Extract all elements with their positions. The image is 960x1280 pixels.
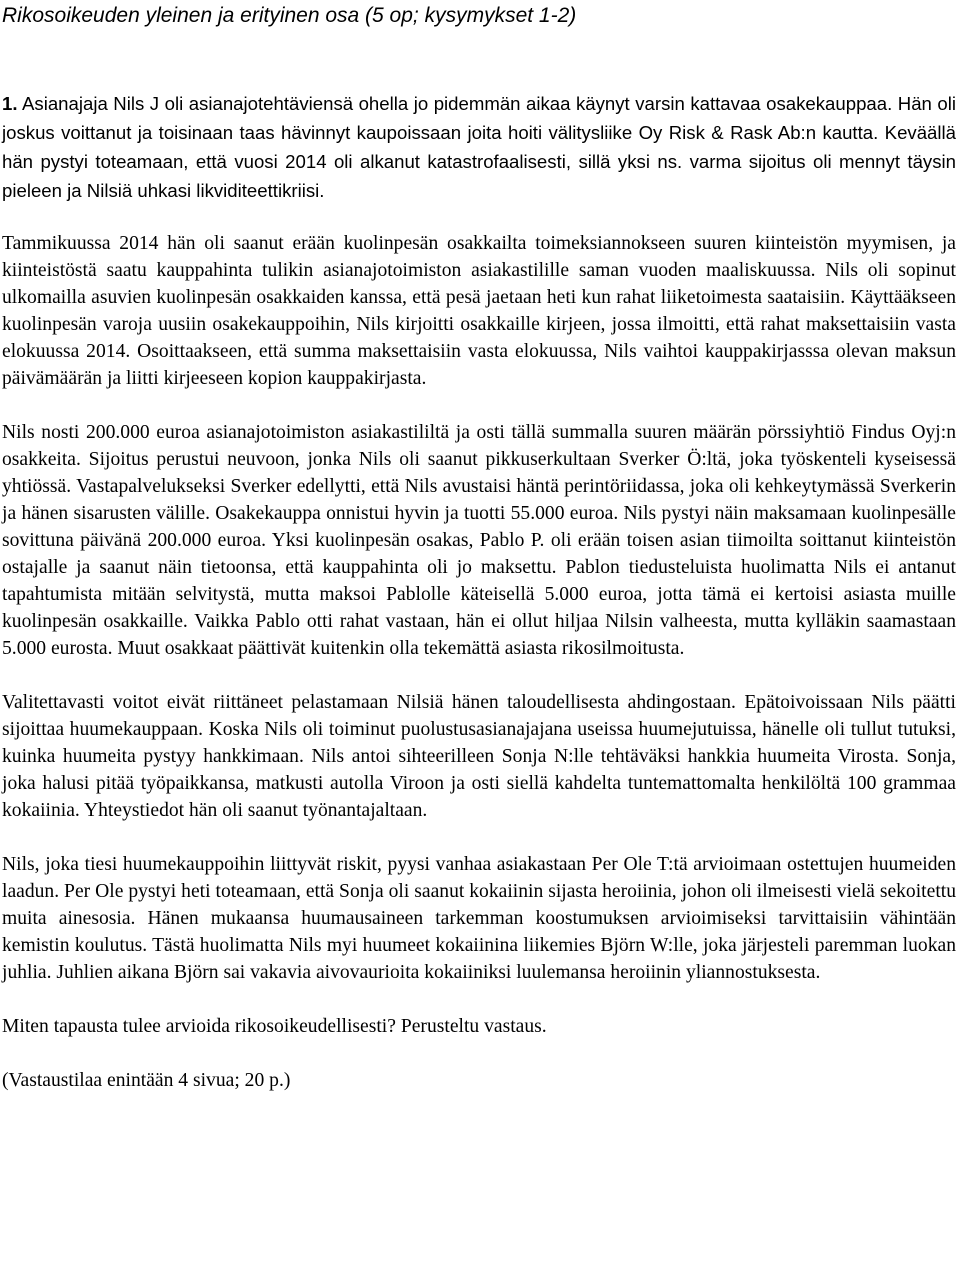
paragraph-drug-trade: Valitettavasti voitot eivät riittäneet pelastamaan Nilsiä hänen taloudellisesta ahdingostaan. Epätoivoissaan Nils päätti sijoittaa huumekauppaan. Koska Nils oli toiminut puolustusasianajajana useissa huumejutuissa, hänelle oli tullut tutuksi, kuinka huumeita pystyy hankkimaan. Nils antoi sihteerilleen Sonja N:lle tehtäväksi hankkia huumeita Virosta. Sonja, joka halusi pitää työpaikkansa, matkusti autolla Viroon ja osti siellä kahdelta tuntemattomalta henkilöltä 100 grammaa kokaiinia. Yhteystiedot hän oli saanut työnantajaltaan. — [2, 692, 956, 821]
question-number: 1. — [2, 93, 18, 114]
paragraph-drug-sale: Nils, joka tiesi huumekauppoihin liittyvät riskit, pyysi vanhaa asiakastaan Per Ole T:tä arvioimaan ostettujen huumeiden laadun. Per Ole pystyi heti toteamaan, että Sonja oli saanut kokaiinin sijasta heroiinia, johon oli ilmeisesti vielä sekoitettu muita ainesosia. Hänen mukaansa huumausaineen tarkemman koostumuksen arvioimiseksi tarvittaisiin vähintään kemistin koulutus. Tästä huolimatta Nils myi huumeet kokaiinina liikemies Björn W:lle, joka järjesteli paremman luokan juhlia. Juhlien aikana Björn sai vakavia aivovaurioita kokaiiniksi luulemansa heroiinin yliannostuksesta. — [2, 854, 956, 983]
exam-title: Rikosoikeuden yleinen ja erityinen osa (5 op; kysymykset 1-2) — [2, 4, 577, 27]
question-intro-text: Asianajaja Nils J oli asianajotehtäviensä ohella jo pidemmän aikaa käynyt varsin kattavaa osakekauppaa. Hän oli joskus voittanut ja toisinaan taas hävinnyt kaupoissaan joita hoiti välitysliike Oy Risk & Rask Ab:n kautta. Keväällä hän pystyi toteamaan, että vuosi 2014 oli alkanut katastrofaalisesti, sillä yksi ns. varma sijoitus oli mennyt täysin pieleen ja Nilsiä uhkasi likviditeettikriisi. — [2, 93, 956, 201]
exam-page — [2, 0, 956, 1094]
paragraph-estate-funds: Tammikuussa 2014 hän oli saanut erään kuolinpesän osakkailta toimeksiannokseen suuren kiinteistön myymisen, ja kiinteistöstä saatu kauppahinta tulikin asianajotoimiston asiakastilille saman vuoden maaliskuussa. Nils oli sopinut ulkomailla asuvien kuolinpesän osakkaiden kanssa, että pesä jaetaan heti kun rahat liiketoimesta saataisiin. Käyttääkseen kuolinpesän varoja uusiin osakekauppoihin, Nils kirjoitti osakkaille kirjeen, jossa ilmoitti, että rahat maksettaisiin vasta elokuussa 2014. Osoittaakseen, että summa maksettaisiin vasta elokuussa, Nils vaihtoi kauppakirjasssa olevan maksun päivämäärän ja liitti kirjeeseen kopion kauppakirjasta. — [2, 233, 956, 389]
answer-space-note: (Vastaustilaa enintään 4 sivua; 20 p.) — [2, 1070, 291, 1091]
paragraph-share-deal: Nils nosti 200.000 euroa asianajotoimiston asiakastililtä ja osti tällä summalla suuren määrän pörssiyhtiö Findus Oyj:n osakkeita. Sijoitus perustui neuvoon, jonka Nils oli saanut pikkuserkultaan Sverker Ö:ltä, joka työskenteli kyseisessä yhtiössä. Vastapalvelukseksi Sverker edellytti, että Nils avustaisi häntä perintöriidassa, joka oli kehkeytymässä Sverkerin ja hänen sisarusten välille. Osakekauppa onnistui hyvin ja tuotti 55.000 euroa. Nils pystyi näin maksamaan kuolinpesälle sovittuna päivänä 200.000 euroa. Yksi kuolinpesän osakas, Pablo P. oli erään toisen asian tiimoilta soittanut kiinteistön ostajalle ja saanut näin tietoonsa, että kauppahinta oli jo maksettu. Pablon tiedusteluista huolimatta Nils ei antanut tapahtumista mitään selvitystä, mutta maksoi Pablolle käteisellä 5.000 euroa, jotta tämä ei kertoisi asiasta muille kuolinpesän osakkaille. Vaikka Pablo otti rahat vastaan, hän ei ollut hiljaa Nilsin valheesta, mutta kylläkin saamastaan 5.000 eurosta. Muut osakkaat päättivät kuitenkin olla tekemättä asiasta rikosilmoitusta. — [2, 422, 956, 659]
question-intro — [2, 89, 956, 205]
question-prompt: Miten tapausta tulee arvioida rikosoikeudellisesti? Perusteltu vastaus. — [2, 1016, 547, 1037]
